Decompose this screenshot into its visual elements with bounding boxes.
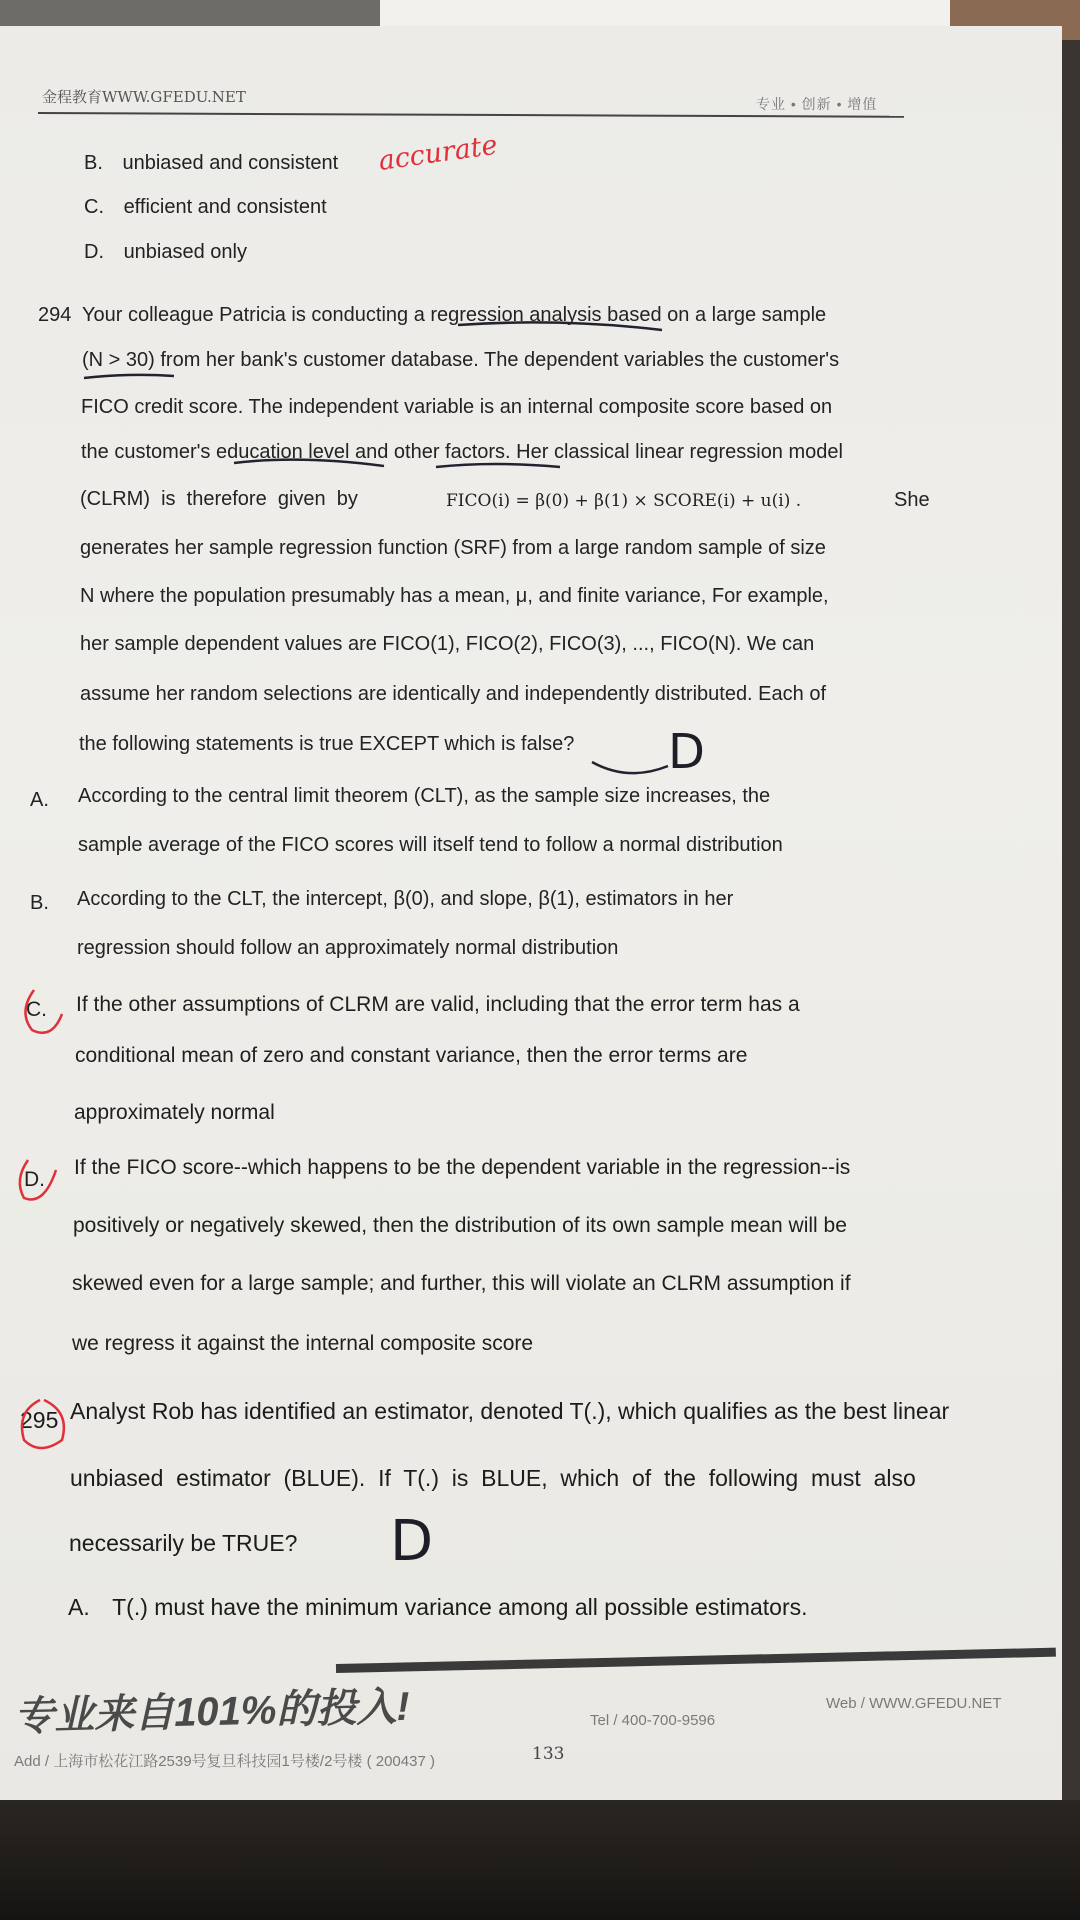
footer-address: Add / 上海市松花江路2539号复旦科技园1号楼/2号楼 ( 200437 )	[14, 1753, 435, 1770]
q294-option-a-line-2: sample average of the FICO scores will itself tend to follow a normal distribution	[78, 834, 783, 856]
option-text: unbiased and consistent	[122, 152, 339, 174]
q294-line-4: the customer's education level and other factors. Her classical linear regression model	[81, 441, 843, 463]
q294-option-b-line-2: regression should follow an approximately normal distribution	[77, 937, 619, 959]
q294-line-3: FICO credit score. The independent variable is an internal composite score based on	[81, 396, 833, 418]
q295-option-a	[68, 1594, 808, 1621]
q294-option-d-line-4: we regress it against the internal composite score	[72, 1332, 534, 1355]
q294-line-1: Your colleague Patricia is conducting a regression analysis based on a large sample	[82, 304, 827, 326]
q294-number: 294	[38, 304, 72, 326]
q294-option-d-letter: D.	[24, 1168, 45, 1191]
background-bottom	[0, 1800, 1080, 1920]
q295-line-2: unbiased estimator (BLUE). If T(.) is BLUE, which of the following must also	[70, 1465, 916, 1491]
q294-option-b-line-1: According to the CLT, the intercept, β(0), and slope, β(1), estimators in her	[77, 888, 734, 910]
q294-line-5: (CLRM) is therefore given by	[80, 488, 358, 510]
q294-line-10: the following statements is true EXCEPT which is false?	[79, 733, 575, 755]
document-page	[0, 26, 1062, 1846]
option-letter: D.	[84, 241, 104, 263]
q294-option-b-letter: B.	[30, 892, 49, 914]
q294-option-c-line-3: approximately normal	[74, 1101, 275, 1124]
q295-line-1: Analyst Rob has identified an estimator, denoted T(.), which qualifies as the best linear	[70, 1398, 950, 1424]
q294-formula: FICO(i) = β(0) + β(1) × SCORE(i) + u(i) .	[446, 491, 802, 511]
header-brand: 金程教育WWW.GFEDU.NET	[42, 88, 246, 106]
page-number: 133	[532, 1744, 565, 1764]
q294-option-c-line-2: conditional mean of zero and constant variance, then the error terms are	[75, 1044, 748, 1067]
background-paper-behind	[380, 0, 950, 28]
answer-294-mark: D	[668, 724, 705, 780]
header-motto: 专业 • 创新 • 增值	[756, 96, 878, 112]
q295-line-3: necessarily be TRUE?	[69, 1530, 298, 1556]
prev-option-b	[84, 152, 338, 175]
q294-option-c-line-1: If the other assumptions of CLRM are valid, including that the error term has a	[76, 993, 800, 1016]
option-text: T(.) must have the minimum variance among all possible estimators.	[112, 1594, 808, 1620]
q294-line-5-tail: She	[894, 489, 930, 511]
option-text: efficient and consistent	[123, 196, 327, 218]
prev-option-c	[84, 196, 327, 219]
margin-note-accurate: accurate	[376, 129, 500, 177]
footer-tel: Tel / 400-700-9596	[590, 1712, 716, 1729]
q294-option-d-line-3: skewed even for a large sample; and further, this will violate an CLRM assumption if	[72, 1272, 851, 1295]
q294-option-d-line-1: If the FICO score--which happens to be the dependent variable in the regression--is	[74, 1156, 851, 1179]
answer-295-mark: D	[390, 1509, 434, 1574]
footer-slogan: 专业来自101%的投入!	[13, 1684, 411, 1740]
q294-option-a-line-1: According to the central limit theorem (CLT), as the sample size increases, the	[78, 785, 771, 807]
q294-line-9: assume her random selections are identically and independently distributed. Each of	[80, 683, 826, 705]
q294-line-7: N where the population presumably has a mean, μ, and finite variance, For example,	[80, 585, 829, 607]
q294-line-2: (N > 30) from her bank's customer database. The dependent variables the customer's	[82, 349, 840, 371]
q294-line-8: her sample dependent values are FICO(1), FICO(2), FICO(3), ..., FICO(N). We can	[80, 633, 815, 655]
q294-option-d-line-2: positively or negatively skewed, then the distribution of its own sample mean will be	[73, 1214, 847, 1237]
option-letter: B.	[84, 152, 103, 174]
q294-option-a-letter: A.	[30, 789, 49, 811]
q294-line-6: generates her sample regression function (SRF) from a large random sample of size	[80, 537, 826, 559]
option-letter: A.	[68, 1594, 90, 1620]
prev-option-d	[84, 241, 247, 264]
q294-option-c-letter: C.	[26, 998, 47, 1021]
footer-web: Web / WWW.GFEDU.NET	[826, 1695, 1002, 1712]
option-text: unbiased only	[123, 241, 247, 263]
option-letter: C.	[84, 196, 104, 218]
q295-number: 295	[20, 1407, 59, 1433]
